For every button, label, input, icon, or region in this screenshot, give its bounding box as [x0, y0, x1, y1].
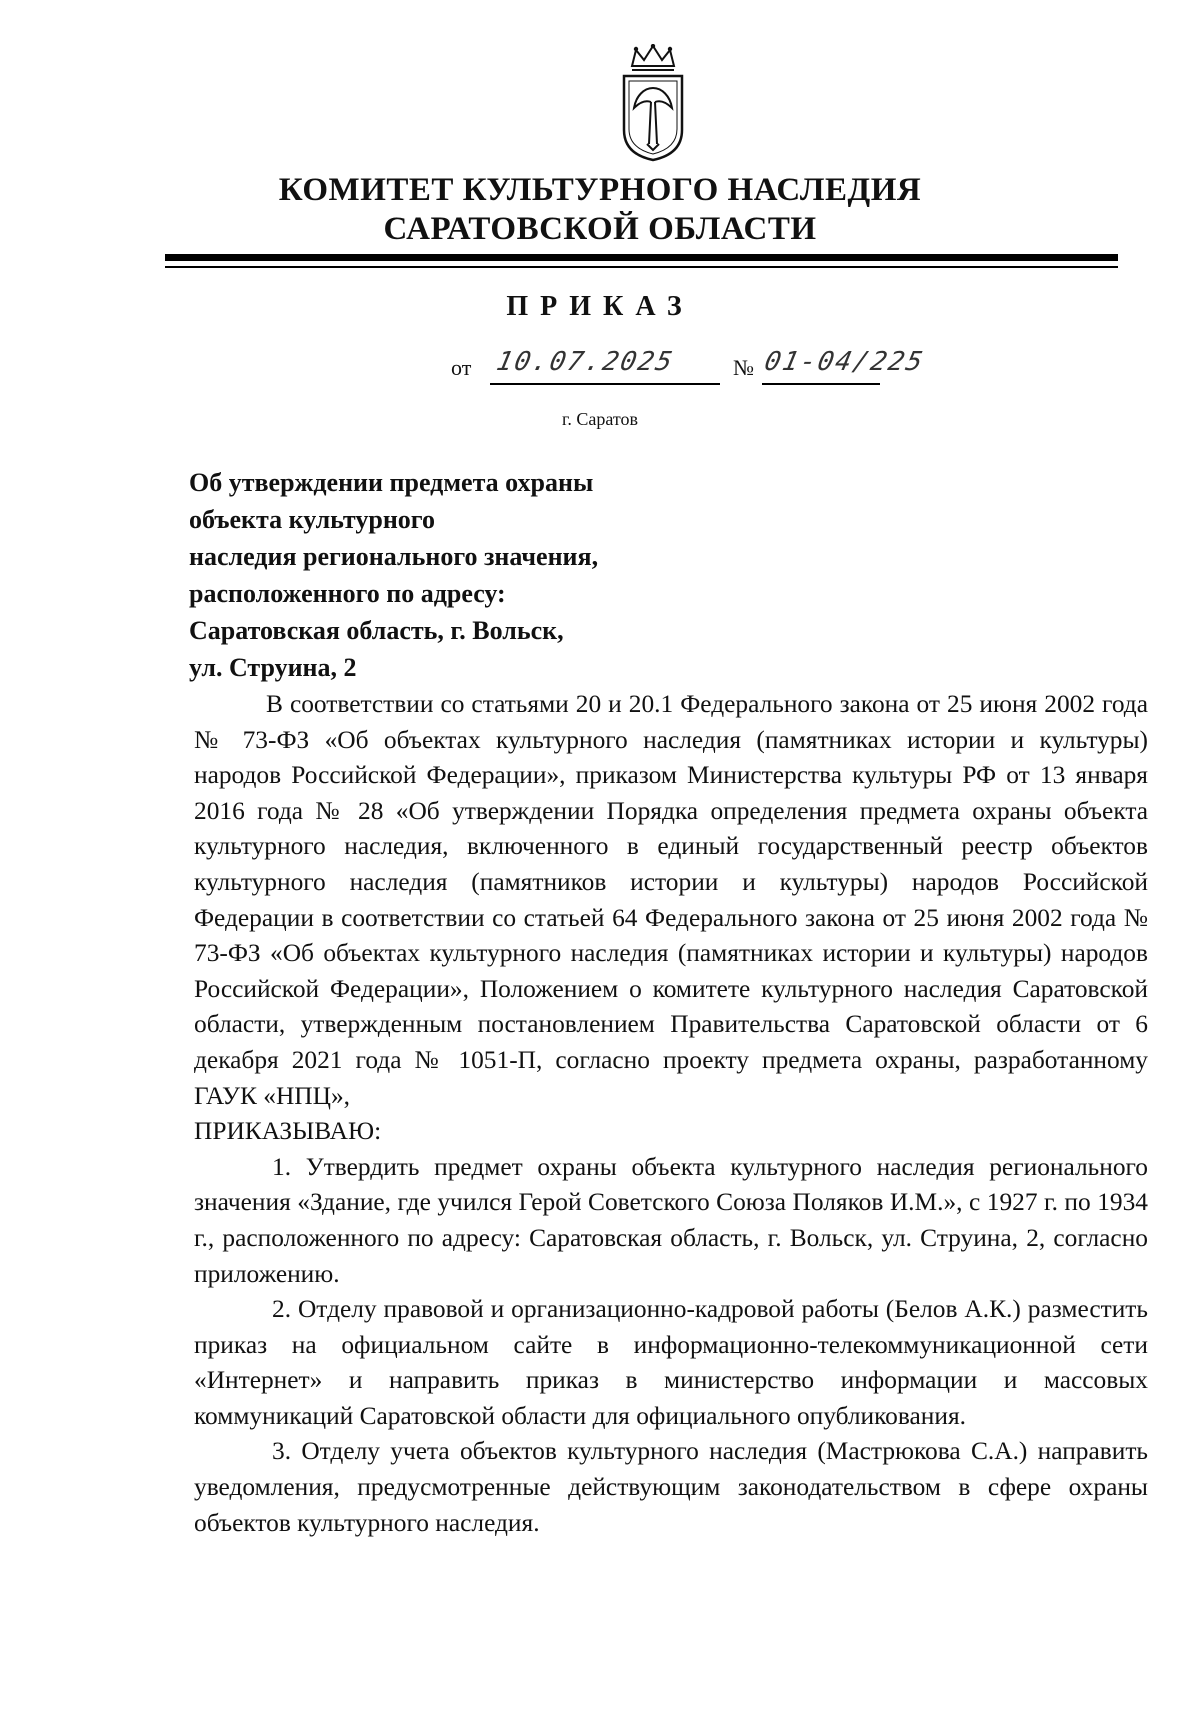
number-prefix-label: №: [733, 355, 754, 380]
subject-line: ул. Струина, 2: [189, 653, 357, 682]
subject-line: расположенного по адресу:: [189, 579, 506, 608]
subject-line: Саратовская область, г. Вольск,: [189, 616, 564, 645]
order-subject: [189, 464, 598, 686]
order-body: [194, 687, 1148, 1541]
handwritten-order-number: 01-04/225: [761, 347, 928, 377]
issue-city: г. Саратов: [562, 409, 638, 429]
subject-line: Об утверждении предмета охраны: [189, 468, 594, 497]
order-item-2: 2. Отделу правовой и организационно-кадровой работы (Белов А.К.) разместить приказ на официальном сайте в информационно-телекоммуникационной сети «Интернет» и направить приказ в министерство информации и массовых коммуникаций Саратовской области для официального опубликования.: [194, 1295, 1148, 1430]
order-directive-word: ПРИКАЗЫВАЮ:: [194, 1117, 382, 1146]
subject-line: объекта культурного: [189, 505, 435, 534]
organization-name-line-1: КОМИТЕТ КУЛЬТУРНОГО НАСЛЕДИЯ: [278, 172, 922, 208]
date-underline: [490, 383, 720, 385]
number-underline: [762, 383, 880, 385]
saratov-coat-of-arms-icon: [618, 44, 688, 162]
subject-line: наследия регионального значения,: [189, 542, 599, 571]
order-item-3: 3. Отделу учета объектов культурного наследия (Мастрюкова С.А.) направить уведомления, предусмотренные действующим законодательством в сфере охраны объектов культурного наследия.: [194, 1437, 1148, 1537]
header-divider-thick: [165, 254, 1118, 261]
document-type-title: ПРИКАЗ: [506, 291, 694, 322]
header-divider-thin: [165, 266, 1118, 268]
date-prefix-label: от: [451, 355, 472, 380]
preamble-paragraph: В соответствии со статьями 20 и 20.1 Федерального закона от 25 июня 2002 года № 73-ФЗ «Об объектах культурного наследия (памятниках истории и культуры) народов Российской Федерации», приказом Министерства культуры РФ от 13 января 2016 года № 28 «Об утверждении Порядка определения предмета охраны объекта культурного наследия, включенного в единый государственный реестр объектов культурного наследия (памятников истории и культуры) народов Российской Федерации в соответствии со статьей 64 Федерального закона от 25 июня 2002 года № 73-ФЗ «Об объектах культурного наследия (памятниках истории и культуры) народов Российской Федерации», Положением о комитете культурного наследия Саратовской области, утвержденным постановлением Правительства Саратовской области от 6 декабря 2021 года № 1051-П, согласно проекту предмета охраны, разработанному ГАУК «НПЦ»,: [194, 690, 1148, 1110]
organization-name-line-2: САРАТОВСКОЙ ОБЛАСТИ: [383, 211, 817, 247]
handwritten-order-date: 10.07.2025: [493, 347, 677, 377]
order-item-1: 1. Утвердить предмет охраны объекта культурного наследия регионального значения «Здание, где учился Герой Советского Союза Поляков И.М.», с 1927 г. по 1934 г., расположенного по адресу: Саратовская область, г. Вольск, ул. Струина, 2, согласно приложению.: [194, 1152, 1148, 1288]
